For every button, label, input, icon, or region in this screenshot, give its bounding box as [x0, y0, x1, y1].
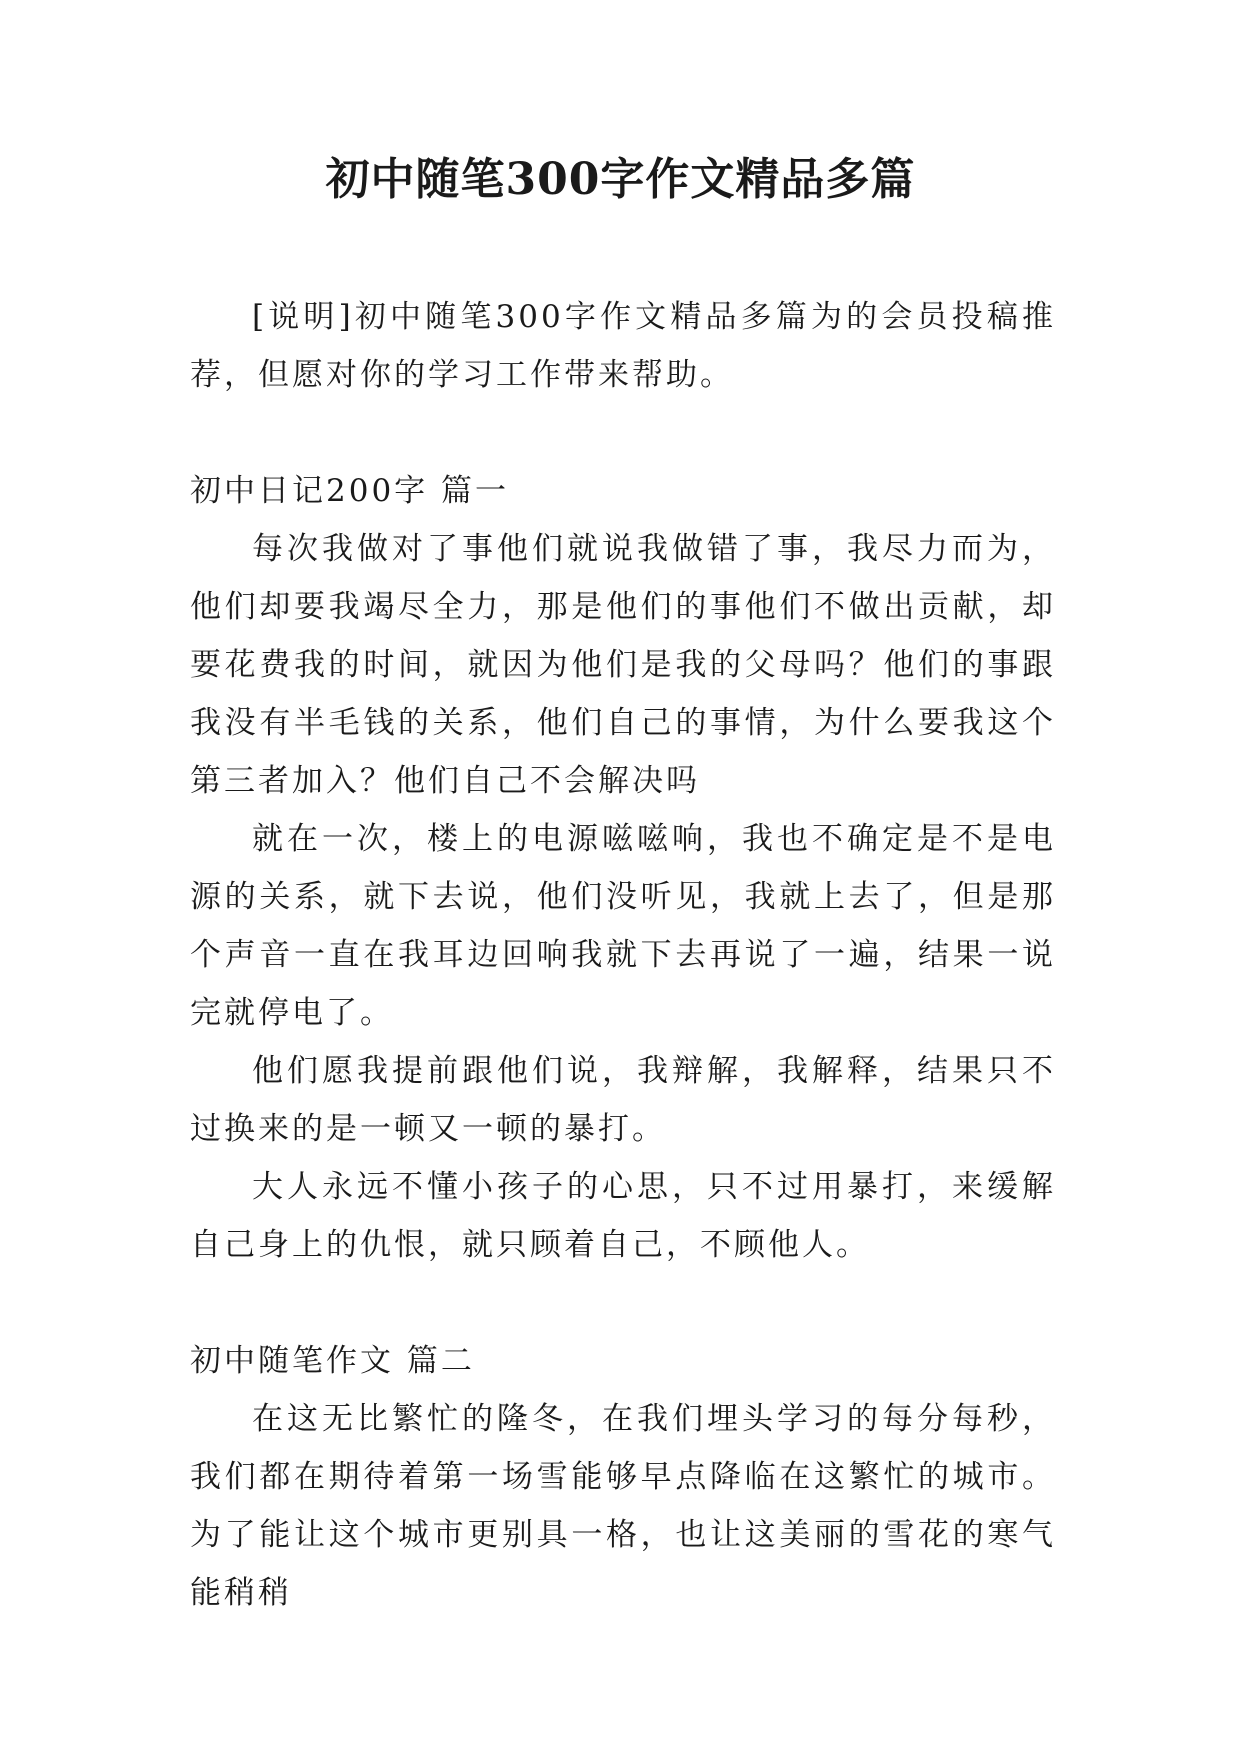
- section-1-paragraph: 大人永远不懂小孩子的心思，只不过用暴打，来缓解自己身上的仇恨，就只顾着自己，不顾他人。: [190, 1169, 1056, 1263]
- section-1-paragraph: 他们愿我提前跟他们说，我辩解，我解释，结果只不过换来的是一顿又一顿的暴打。: [190, 1053, 1056, 1147]
- section-spacer: [190, 1274, 1056, 1332]
- section-2-paragraph: 在这无比繁忙的隆冬，在我们埋头学习的每分每秒，我们都在期待着第一场雪能够早点降临在这繁忙的城市。为了能让这个城市更别具一格，也让这美丽的雪花的寒气能稍稍: [190, 1401, 1056, 1611]
- document-title: 初中随笔300字作文精品多篇: [325, 154, 916, 205]
- section-1-paragraph: 每次我做对了事他们就说我做错了事，我尽力而为，他们却要我竭尽全力，那是他们的事他们不做出贡献，却要花费我的时间，就因为他们是我的父母吗？他们的事跟我没有半毛钱的关系，他们自己的事情，为什么要我这个第三者加入？他们自己不会解决吗: [190, 531, 1056, 799]
- section-heading-1: 初中日记200字 篇一: [190, 473, 510, 509]
- document-body: [190, 288, 1056, 1622]
- section-1-paragraph: 就在一次，楼上的电源嗞嗞响，我也不确定是不是电源的关系，就下去说，他们没听见，我就上去了，但是那个声音一直在我耳边回响我就下去再说了一遍，结果一说完就停电了。: [190, 821, 1056, 1031]
- section-heading-2: 初中随笔作文 篇二: [190, 1343, 475, 1379]
- intro-paragraph: [说明]初中随笔300字作文精品多篇为的会员投稿推荐，但愿对你的学习工作带来帮助。: [190, 299, 1056, 393]
